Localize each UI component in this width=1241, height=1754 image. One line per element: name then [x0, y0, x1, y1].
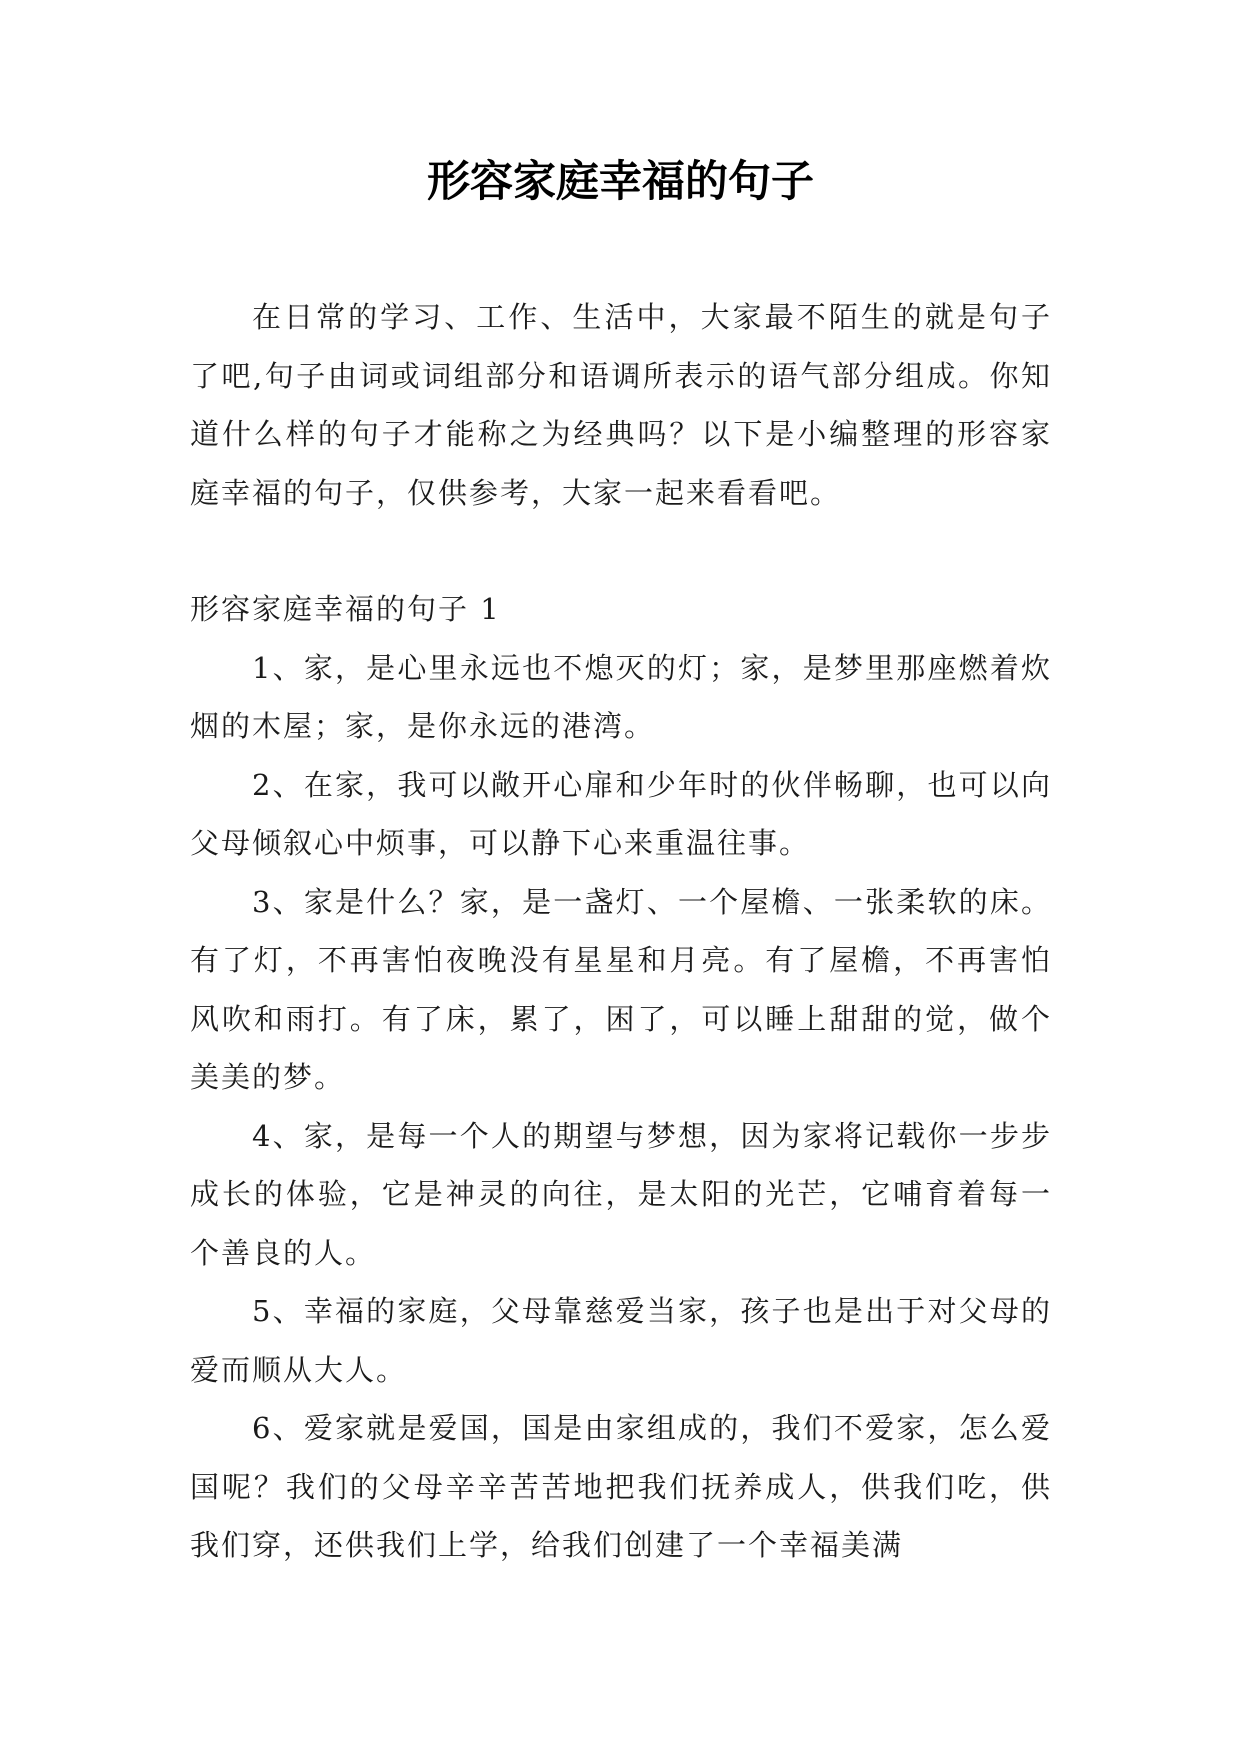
- section-heading: 形容家庭幸福的句子 1: [190, 592, 501, 626]
- list-item: 4、家，是每一个人的期望与梦想，因为家将记载你一步步成长的体验，它是神灵的向往，是太阳的光芒，它哺育着每一个善良的人。: [190, 1118, 1052, 1270]
- list-item: 1、家，是心里永远也不熄灭的灯；家，是梦里那座燃着炊烟的木屋；家，是你永远的港湾。: [190, 650, 1052, 743]
- page-title: 形容家庭幸福的句子: [427, 157, 814, 207]
- list-item: 6、爱家就是爱国，国是由家组成的，我们不爱家，怎么爱国呢？我们的父母辛辛苦苦地把我们抚养成人，供我们吃，供我们穿，还供我们上学，给我们创建了一个幸福美满: [190, 1411, 1052, 1562]
- document-body: [190, 288, 1052, 1575]
- list-item: 5、幸福的家庭，父母靠慈爱当家，孩子也是出于对父母的爱而顺从大人。: [190, 1294, 1052, 1387]
- intro-paragraph: 在日常的学习、工作、生活中，大家最不陌生的就是句子了吧,句子由词或词组部分和语调所表示的语气部分组成。你知道什么样的句子才能称之为经典吗？以下是小编整理的形容家庭幸福的句子，仅供参考，大家一起来看看吧。: [190, 300, 1052, 510]
- list-item: 3、家是什么？家，是一盏灯、一个屋檐、一张柔软的床。有了灯，不再害怕夜晚没有星星和月亮。有了屋檐，不再害怕风吹和雨打。有了床，累了，困了，可以睡上甜甜的觉，做个美美的梦。: [190, 884, 1052, 1094]
- list-item: 2、在家，我可以敞开心扉和少年时的伙伴畅聊，也可以向父母倾叙心中烦事，可以静下心来重温往事。: [190, 767, 1052, 860]
